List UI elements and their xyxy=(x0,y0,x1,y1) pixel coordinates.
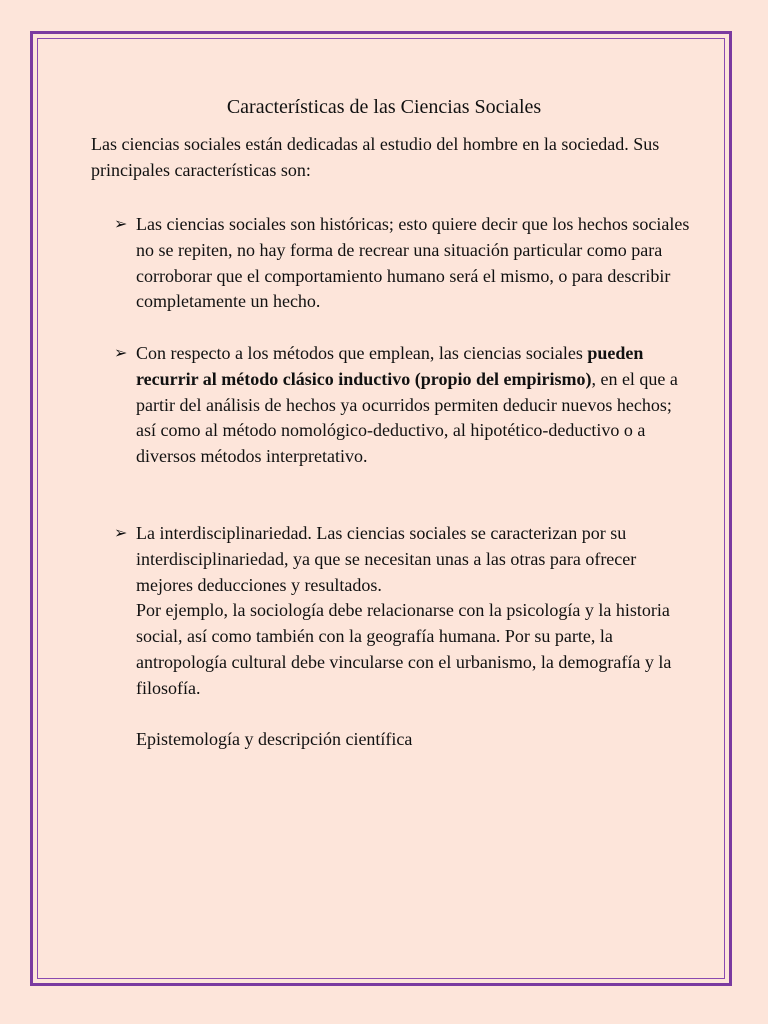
bullet-text: La interdisciplinariedad. Las ciencias sociales se caracterizan por su interdisciplinariedad, ya que se necesitan unas a las otras para ofrecer mejores deducciones y resultados. xyxy=(136,523,637,595)
bullet-text xyxy=(136,341,694,470)
bullet-item-interdisciplinariedad xyxy=(114,521,694,702)
bullet-example: Por ejemplo, la sociología debe relacionarse con la psicología y la historia social, así como también con la geografía humana. Por su parte, la antropología cultural debe vincularse con el urbanismo, la demografía y la filosofía. xyxy=(136,600,672,698)
arrow-bullet-icon: ➢ xyxy=(114,345,128,362)
arrow-bullet-icon: ➢ xyxy=(114,216,128,233)
section-label: Epistemología y descripción científica xyxy=(136,729,413,749)
bullet-item-historicas xyxy=(114,212,694,315)
bullet-text-block xyxy=(136,521,694,702)
bullet-text-start: Con respecto a los métodos que emplean, las ciencias sociales xyxy=(136,343,588,363)
arrow-bullet-icon: ➢ xyxy=(114,525,128,542)
bullet-text-bold: pueden recurrir al método clásico inductivo (propio del empirismo) xyxy=(136,343,644,389)
intro-paragraph: Las ciencias sociales están dedicadas al estudio del hombre en la sociedad. Sus principales características son: xyxy=(91,134,660,180)
bullet-item-metodos xyxy=(114,341,694,470)
document-title: Características de las Ciencias Sociales xyxy=(226,96,542,118)
bullet-text-end: , en el que a partir del análisis de hechos ya ocurridos permiten deducir nuevos hechos; así como al método nomológico-deductivo, al hipotético-deductivo o a diversos métodos interpretativo. xyxy=(136,368,678,467)
bullet-text: Las ciencias sociales son históricas; esto quiere decir que los hechos sociales no se repiten, no hay forma de recrear una situación particular como para corroborar que el comportamiento humano será el mismo, o para describir completamente un hecho. xyxy=(136,214,690,312)
